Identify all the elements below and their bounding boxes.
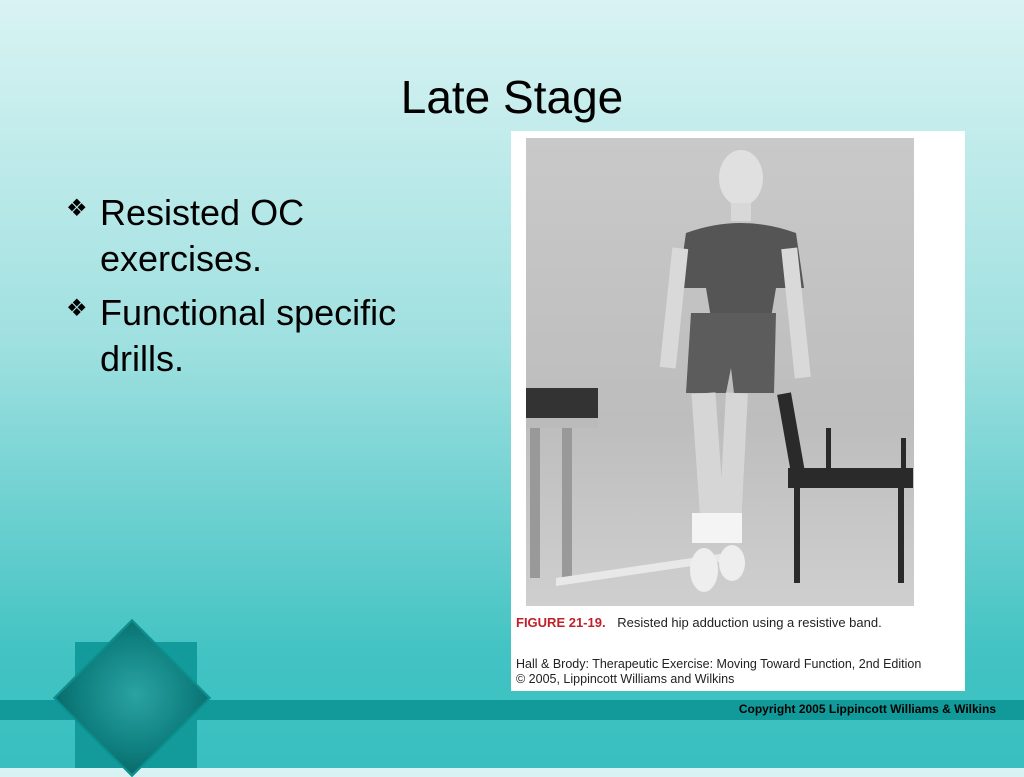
copyright-text: Copyright 2005 Lippincott Williams & Wilkins [738,702,996,716]
slide-title: Late Stage [400,71,624,123]
figure-label: FIGURE 21-19. [516,615,606,630]
bullet-text: Resisted OC exercises. [100,192,305,279]
bullet-item [66,290,466,382]
figure-caption-text: Resisted hip adduction using a resistive band. [617,615,882,630]
bullet-item [66,190,466,282]
figure-caption [516,615,882,630]
diamond-bullet-icon: ❖ [66,195,88,222]
diamond-bullet-icon: ❖ [66,295,88,322]
bullet-list [66,190,466,390]
credit-line-2: © 2005, Lippincott Williams and Wilkins [516,672,735,686]
credit-line-1: Hall & Brody: Therapeutic Exercise: Moving Toward Function, 2nd Edition [516,657,922,671]
bullet-text: Functional specific drills. [100,292,397,379]
figure-credit [516,657,921,687]
photo-illustration [526,138,914,606]
exercise-photo [526,138,914,606]
figure-panel [511,131,965,691]
